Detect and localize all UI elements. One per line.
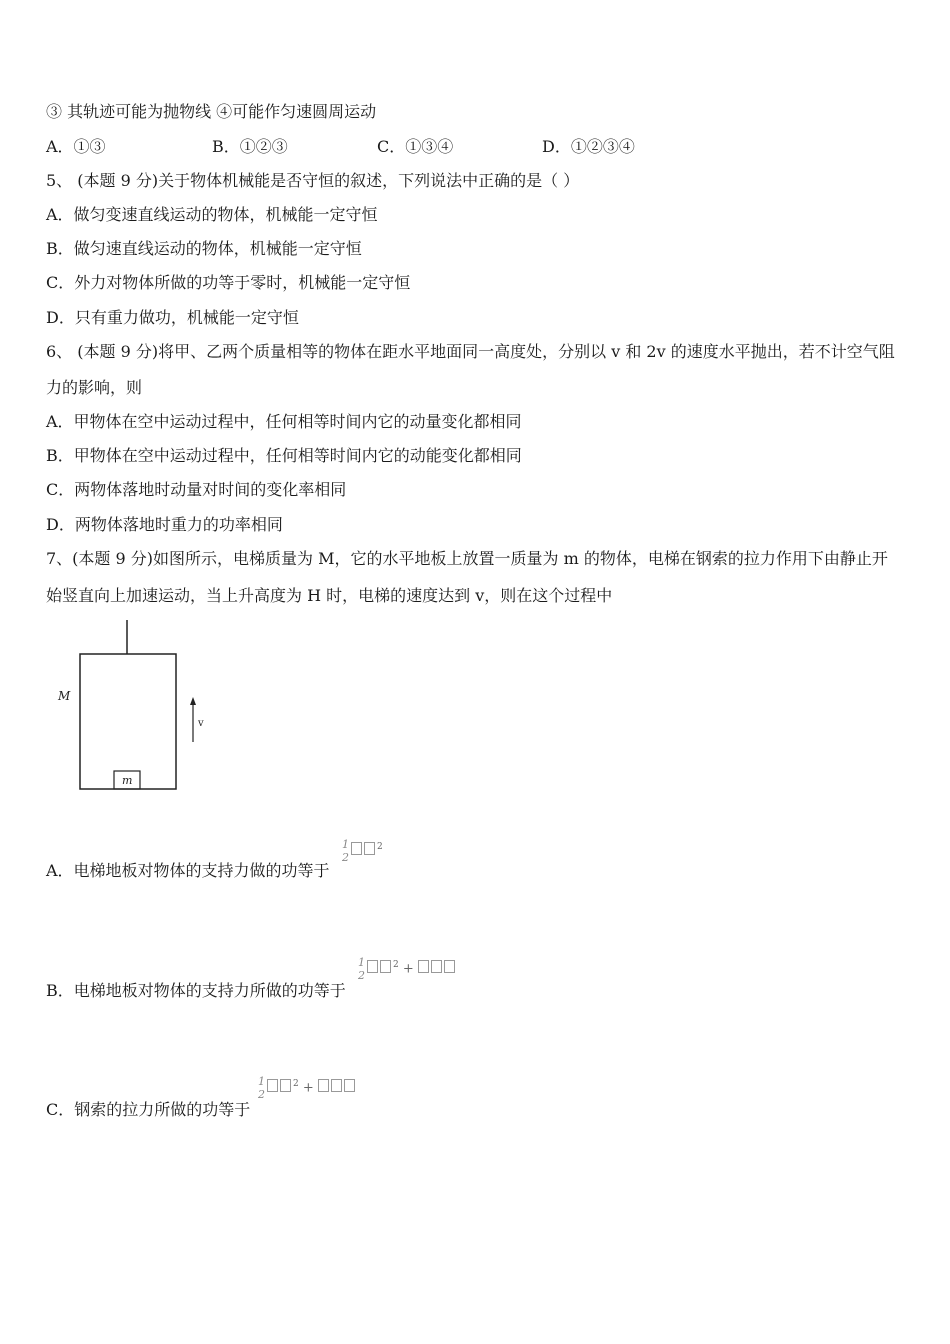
q4-option-d[interactable]: D．①②③④ xyxy=(542,137,635,156)
q6-stem-line2: 力的影响，则 xyxy=(46,378,143,397)
elevator-diagram xyxy=(52,620,222,795)
q5-option-b[interactable]: B．做匀速直线运动的物体，机械能一定守恒 xyxy=(46,239,362,258)
q7-option-c[interactable]: C．钢索的拉力所做的功等于 xyxy=(46,1100,251,1119)
q7-option-a[interactable]: A．电梯地板对物体的支持力做的功等于 xyxy=(46,861,330,880)
q6-option-d[interactable]: D．两物体落地时重力的功率相同 xyxy=(46,515,283,534)
q4-option-a[interactable]: A．①③ xyxy=(46,137,106,156)
q7-option-b[interactable]: B．电梯地板对物体的支持力所做的功等于 xyxy=(46,981,346,1000)
q6-stem-line1: 6、 (本题 9 分)将甲、乙两个质量相等的物体在距水平地面同一高度处，分别以 v 和 2v 的速度水平抛出，若不计空气阻 xyxy=(46,342,895,361)
q6-option-a[interactable]: A．甲物体在空中运动过程中，任何相等时间内它的动量变化都相同 xyxy=(46,412,522,431)
label-m: m xyxy=(122,774,133,787)
q6-option-c[interactable]: C．两物体落地时动量对时间的变化率相同 xyxy=(46,480,347,499)
q5-option-c[interactable]: C．外力对物体所做的功等于零时，机械能一定守恒 xyxy=(46,273,411,292)
q3-statement-line: ③ 其轨迹可能为抛物线 ④可能作匀速圆周运动 xyxy=(46,102,377,121)
q5-option-d[interactable]: D．只有重力做功，机械能一定守恒 xyxy=(46,308,299,327)
elevator-box xyxy=(80,654,176,789)
q5-option-a[interactable]: A．做匀变速直线运动的物体，机械能一定守恒 xyxy=(46,205,378,224)
q7-stem-line1: 7、(本题 9 分)如图所示，电梯质量为 M，它的水平地板上放置一质量为 m 的物体，电梯在钢索的拉力作用下由静止开 xyxy=(46,549,888,568)
velocity-arrowhead xyxy=(190,697,196,705)
q7-stem-line2: 始竖直向上加速运动，当上升高度为 H 时，电梯的速度达到 v，则在这个过程中 xyxy=(46,586,613,605)
q4-option-b[interactable]: B．①②③ xyxy=(212,137,288,156)
q5-stem: 5、 (本题 9 分)关于物体机械能是否守恒的叙述，下列说法中正确的是（ ） xyxy=(46,171,580,190)
label-v: v xyxy=(198,718,204,729)
q4-option-c[interactable]: C．①③④ xyxy=(377,137,454,156)
label-M: M xyxy=(58,689,71,703)
q6-option-b[interactable]: B．甲物体在空中运动过程中，任何相等时间内它的动能变化都相同 xyxy=(46,446,522,465)
